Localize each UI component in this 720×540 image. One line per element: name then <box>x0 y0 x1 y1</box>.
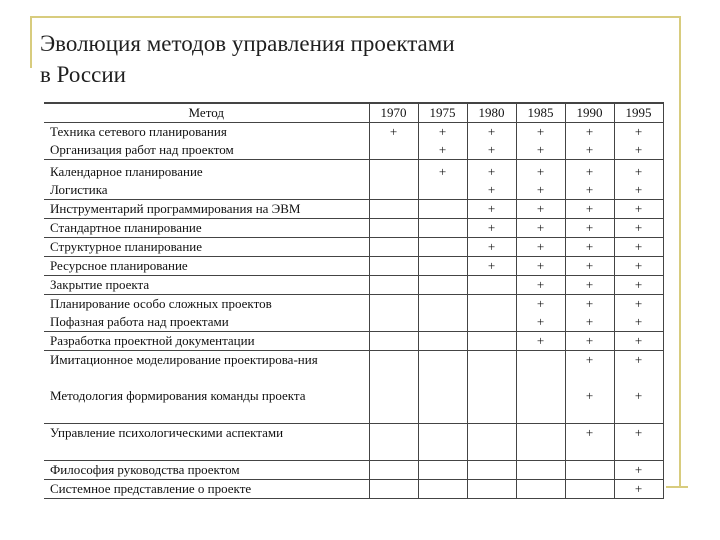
year-mark-cell: + <box>467 219 516 238</box>
year-mark-cell <box>369 480 418 499</box>
year-mark-cell: + <box>516 295 565 314</box>
year-mark-cell: + <box>516 313 565 332</box>
slide-title-line-2: в России <box>40 62 126 87</box>
table-row <box>44 160 663 182</box>
year-mark-cell: + <box>467 123 516 142</box>
table-row <box>44 238 663 257</box>
year-mark-cell <box>418 219 467 238</box>
year-mark-cell: + <box>614 424 663 461</box>
year-mark-cell <box>369 424 418 461</box>
year-mark-cell <box>467 351 516 388</box>
year-mark-cell <box>565 480 614 499</box>
method-name-cell: Стандартное планирование <box>44 219 369 238</box>
year-mark-cell <box>369 160 418 182</box>
year-mark-cell <box>369 295 418 314</box>
year-mark-cell: + <box>614 160 663 182</box>
year-mark-cell <box>467 276 516 295</box>
method-name-cell: Календарное планирование <box>50 164 203 179</box>
year-mark-cell <box>565 461 614 480</box>
year-mark-cell <box>418 276 467 295</box>
year-mark-cell: + <box>565 332 614 351</box>
header-year: 1980 <box>467 103 516 123</box>
method-name-cell: Системное представление о проекте <box>44 480 369 499</box>
year-mark-cell: + <box>467 160 516 182</box>
method-name-cell: Пофазная работа над проектами <box>44 313 369 332</box>
year-mark-cell <box>369 387 418 424</box>
method-name-cell: Управление психологическими аспектами <box>44 424 369 461</box>
slide-frame-foot-line <box>666 486 688 488</box>
methods-evolution-table <box>44 102 664 499</box>
year-mark-cell: + <box>614 219 663 238</box>
year-mark-cell <box>369 181 418 200</box>
year-mark-cell <box>418 480 467 499</box>
method-name-cell: Инструментарий программирования на ЭВМ <box>44 200 369 219</box>
method-name-cell: Техника сетевого планирования <box>50 124 227 139</box>
year-mark-cell: + <box>565 141 614 160</box>
table-row <box>44 141 663 160</box>
year-mark-cell <box>467 332 516 351</box>
year-mark-cell <box>516 461 565 480</box>
method-name-cell: Имитационное моделирование проектирова-ния <box>50 352 318 367</box>
table-row <box>44 295 663 314</box>
year-mark-cell <box>418 181 467 200</box>
year-mark-cell <box>467 313 516 332</box>
year-mark-cell: + <box>516 238 565 257</box>
header-year: 1990 <box>565 103 614 123</box>
year-mark-cell: + <box>614 480 663 499</box>
method-name-cell: Логистика <box>44 181 369 200</box>
year-mark-cell <box>467 387 516 424</box>
year-mark-cell: + <box>516 276 565 295</box>
year-mark-cell: + <box>516 219 565 238</box>
table-row <box>44 351 663 388</box>
year-mark-cell: + <box>516 141 565 160</box>
year-mark-cell <box>418 295 467 314</box>
slide-title <box>40 28 670 90</box>
table-header-row <box>44 103 663 123</box>
year-mark-cell <box>418 200 467 219</box>
year-mark-cell: + <box>614 181 663 200</box>
year-mark-cell <box>369 257 418 276</box>
year-mark-cell <box>516 480 565 499</box>
year-mark-cell: + <box>614 257 663 276</box>
method-name-cell: Структурное планирование <box>44 238 369 257</box>
year-mark-cell <box>418 351 467 388</box>
year-mark-cell <box>369 351 418 388</box>
table-row <box>44 181 663 200</box>
year-mark-cell <box>418 424 467 461</box>
table-row <box>44 313 663 332</box>
method-name-cell: Организация работ над проектом <box>44 141 369 160</box>
year-mark-cell <box>369 461 418 480</box>
slide-frame-left-line <box>30 16 32 68</box>
year-mark-cell: + <box>614 313 663 332</box>
year-mark-cell: + <box>516 332 565 351</box>
year-mark-cell: + <box>467 141 516 160</box>
year-mark-cell: + <box>516 257 565 276</box>
year-mark-cell <box>369 200 418 219</box>
year-mark-cell: + <box>467 200 516 219</box>
year-mark-cell: + <box>565 238 614 257</box>
year-mark-cell <box>467 295 516 314</box>
year-mark-cell: + <box>614 238 663 257</box>
year-mark-cell: + <box>565 276 614 295</box>
year-mark-cell <box>369 313 418 332</box>
table-row <box>44 424 663 461</box>
year-mark-cell <box>369 141 418 160</box>
year-mark-cell: + <box>418 141 467 160</box>
method-name-cell: Разработка проектной документации <box>44 332 369 351</box>
year-mark-cell: + <box>565 351 614 388</box>
table-row <box>44 219 663 238</box>
table-row <box>44 200 663 219</box>
table-row <box>44 257 663 276</box>
year-mark-cell <box>418 387 467 424</box>
year-mark-cell: + <box>467 181 516 200</box>
year-mark-cell: + <box>565 257 614 276</box>
year-mark-cell <box>369 276 418 295</box>
slide-frame-right-line <box>679 16 681 486</box>
year-mark-cell: + <box>614 123 663 142</box>
table-row <box>44 332 663 351</box>
year-mark-cell: + <box>614 461 663 480</box>
method-name-cell: Философия руководства проектом <box>44 461 369 480</box>
year-mark-cell: + <box>565 123 614 142</box>
method-name-cell: Методология формирования команды проекта <box>44 387 369 424</box>
year-mark-cell: + <box>565 219 614 238</box>
slide-frame-top-line <box>30 16 680 18</box>
year-mark-cell <box>467 480 516 499</box>
year-mark-cell: + <box>614 295 663 314</box>
year-mark-cell: + <box>516 160 565 182</box>
year-mark-cell <box>418 257 467 276</box>
year-mark-cell: + <box>565 313 614 332</box>
year-mark-cell <box>467 424 516 461</box>
method-name-cell: Ресурсное планирование <box>44 257 369 276</box>
year-mark-cell: + <box>418 160 467 182</box>
year-mark-cell: + <box>467 257 516 276</box>
year-mark-cell: + <box>565 295 614 314</box>
table-row <box>44 276 663 295</box>
year-mark-cell <box>516 351 565 388</box>
methods-table-container <box>44 102 663 499</box>
year-mark-cell: + <box>467 238 516 257</box>
year-mark-cell <box>418 461 467 480</box>
year-mark-cell <box>369 219 418 238</box>
table-row <box>44 480 663 499</box>
year-mark-cell: + <box>516 123 565 142</box>
year-mark-cell <box>418 313 467 332</box>
method-name-cell: Планирование особо сложных проектов <box>50 296 272 311</box>
year-mark-cell: + <box>614 387 663 424</box>
table-row <box>44 123 663 142</box>
year-mark-cell <box>467 461 516 480</box>
year-mark-cell: + <box>565 387 614 424</box>
year-mark-cell: + <box>565 160 614 182</box>
year-mark-cell <box>369 238 418 257</box>
year-mark-cell <box>418 332 467 351</box>
year-mark-cell: + <box>614 141 663 160</box>
table-body <box>44 123 663 499</box>
method-name-cell: Закрытие проекта <box>44 276 369 295</box>
year-mark-cell: + <box>614 351 663 388</box>
year-mark-cell <box>369 332 418 351</box>
table-row <box>44 461 663 480</box>
year-mark-cell: + <box>565 424 614 461</box>
header-year: 1985 <box>516 103 565 123</box>
table-row <box>44 387 663 424</box>
year-mark-cell: + <box>614 200 663 219</box>
header-year: 1970 <box>369 103 418 123</box>
year-mark-cell: + <box>516 181 565 200</box>
year-mark-cell: + <box>565 181 614 200</box>
year-mark-cell: + <box>565 200 614 219</box>
year-mark-cell <box>516 387 565 424</box>
header-year: 1995 <box>614 103 663 123</box>
year-mark-cell: + <box>418 123 467 142</box>
year-mark-cell <box>516 424 565 461</box>
year-mark-cell: + <box>614 332 663 351</box>
header-method: Метод <box>44 103 369 123</box>
slide-title-line-1: Эволюция методов управления проектами <box>40 31 455 56</box>
year-mark-cell <box>418 238 467 257</box>
year-mark-cell: + <box>614 276 663 295</box>
year-mark-cell: + <box>516 200 565 219</box>
year-mark-cell: + <box>369 123 418 142</box>
header-year: 1975 <box>418 103 467 123</box>
